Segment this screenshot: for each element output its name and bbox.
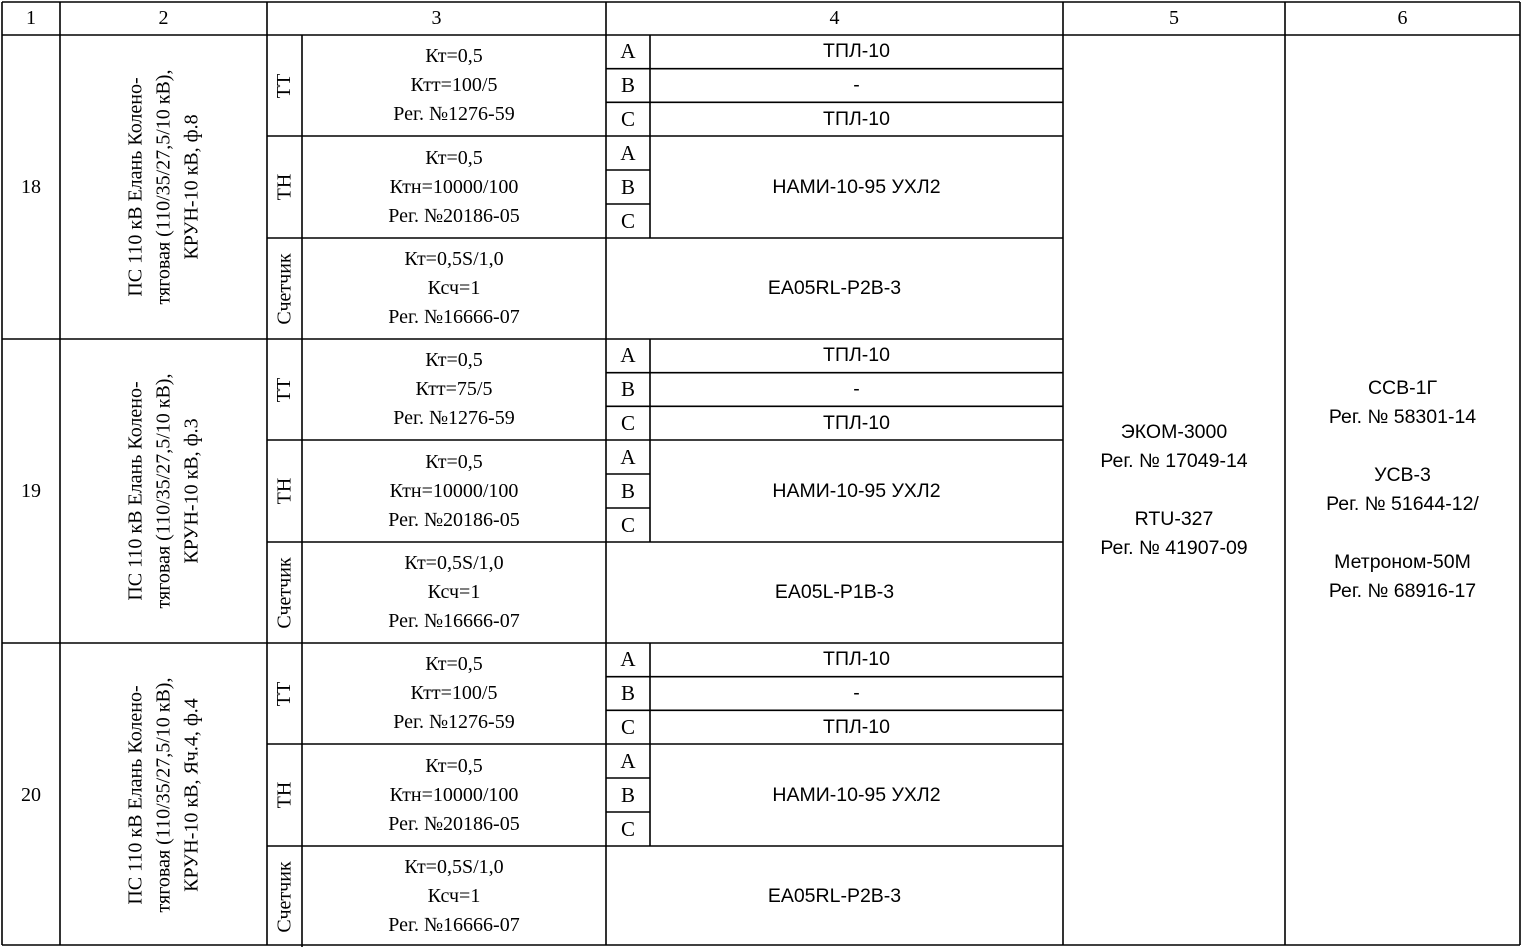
tn-phase-letter: А (620, 748, 636, 773)
tn-phase-letter: А (620, 444, 636, 469)
tt-phase-letter: А (620, 343, 636, 368)
tt-phase-letter: В (620, 72, 635, 97)
tn-phase-letter: А (620, 140, 636, 165)
tn-type-label-text: ТН (273, 477, 296, 505)
location-text-line: ПС 110 кВ Елань Колено- (124, 381, 147, 601)
tn-phase-letter: В (620, 782, 635, 807)
tt-phase-letter: С (620, 410, 635, 435)
tt-params-line: Ктт=75/5 (415, 378, 493, 400)
location-text-line: КРУН-10 кВ, Яч.4, ф.4 (180, 698, 203, 892)
meter-model: EA05L-P1B-3 (774, 581, 895, 603)
tt-type-label (267, 35, 302, 136)
tt-phase-letter: С (620, 106, 635, 131)
tt-model: ТПЛ-10 (823, 715, 890, 738)
tt-model: ТПЛ-10 (823, 648, 890, 671)
header-cell-1: 1 (26, 7, 36, 29)
tt-params-line: Рег. №1276-59 (393, 711, 515, 733)
tn-params-line: Ктн=10000/100 (389, 175, 519, 198)
tn-params-line: Рег. №20186-05 (388, 508, 520, 531)
tn-type-label (267, 440, 302, 542)
location-text (60, 643, 267, 947)
tn-params (302, 744, 606, 846)
header-cell-3: 3 (431, 7, 442, 29)
tt-type-label-text: ТТ (273, 681, 296, 706)
time-sync-list-line: Рег. № 51644-12/ (1326, 493, 1479, 515)
meter-type-label (267, 238, 302, 339)
header-cell-2: 2 (158, 7, 169, 29)
tt-params (302, 339, 606, 440)
tt-params-line: Ктт=100/5 (410, 74, 498, 96)
tn-params (302, 440, 606, 542)
meter-params-line: Рег. №16666-07 (388, 610, 520, 632)
tn-params-line: Кт=0,5 (425, 754, 483, 777)
controller-list-line: Рег. № 17049-14 (1100, 449, 1248, 472)
tn-phase-letter: С (620, 512, 635, 537)
tn-params-line: Кт=0,5 (425, 450, 483, 473)
meter-params-line: Рег. №16666-07 (388, 914, 520, 936)
controller-list-line: RTU-327 (1134, 507, 1214, 530)
row-number: 19 (21, 479, 41, 502)
meter-type-label-text: Счетчик (273, 860, 296, 933)
tt-phase-letter: А (620, 39, 636, 64)
location-text-text (122, 678, 206, 913)
meter-params-line: Рег. №16666-07 (388, 306, 520, 328)
tn-params-line: Рег. №20186-05 (388, 204, 520, 227)
tn-phase-letter: В (620, 478, 635, 503)
tt-params (302, 35, 606, 136)
tt-params-line: Рег. №1276-59 (393, 407, 515, 429)
tt-params-line: Ктт=100/5 (410, 682, 498, 704)
tn-model: НАМИ-10-95 УХЛ2 (772, 479, 941, 502)
location-text (60, 35, 267, 339)
tn-params-line: Ктн=10000/100 (389, 479, 519, 502)
tt-type-label (267, 643, 302, 744)
time-sync-list-line (1400, 519, 1405, 548)
tt-type-label-text: ТТ (273, 73, 296, 98)
location-text-line: ПС 110 кВ Елань Колено- (124, 77, 147, 297)
controller-list-line: Рег. № 41907-09 (1100, 536, 1248, 559)
tn-type-label-text: ТН (273, 781, 296, 809)
tn-phase-letter: В (620, 174, 635, 199)
tt-params-line: Рег. №1276-59 (393, 103, 515, 125)
tt-params (302, 643, 606, 744)
tn-params-line: Кт=0,5 (425, 146, 483, 169)
meter-params (302, 542, 606, 643)
tn-params (302, 136, 606, 238)
location-text-line: тяговая (110/35/27,5/10 кВ), (152, 677, 175, 913)
meter-params-line: Кт=0,5S/1,0 (404, 856, 504, 878)
time-sync-list-line: ССВ-1Г (1367, 377, 1438, 399)
tt-params-line: Кт=0,5 (425, 349, 483, 371)
time-sync-list-line: Рег. № 68916-17 (1328, 580, 1477, 602)
tt-params-line: Кт=0,5 (425, 45, 483, 67)
tt-phase-letter: А (620, 647, 636, 672)
tt-type-label (267, 339, 302, 440)
controller-list-line: ЭКОМ-3000 (1120, 420, 1228, 443)
tt-type-label-text: ТТ (273, 377, 296, 402)
meter-type-label-text: Счетчик (273, 556, 296, 629)
tn-params-line: Ктн=10000/100 (389, 783, 519, 806)
meter-type-label-text: Счетчик (273, 252, 296, 325)
tn-type-label-text: ТН (273, 173, 296, 201)
meter-model: EA05RL-P2B-3 (767, 277, 902, 299)
tn-phase-letter: С (620, 816, 635, 841)
meter-params (302, 238, 606, 339)
location-text-line: тяговая (110/35/27,5/10 кВ), (152, 373, 175, 609)
meter-model: EA05RL-P2B-3 (767, 885, 902, 907)
tt-model: - (853, 377, 860, 400)
location-text-line: КРУН-10 кВ, ф.8 (180, 114, 203, 260)
tn-type-label (267, 744, 302, 846)
tt-model: - (853, 681, 860, 704)
tt-params-line: Кт=0,5 (425, 653, 483, 675)
tt-phase-letter: С (620, 714, 635, 739)
controller-list (1063, 35, 1285, 945)
tt-model: ТПЛ-10 (823, 344, 890, 367)
location-text-line: ПС 110 кВ Елань Колено- (124, 685, 147, 905)
tn-params-line: Рег. №20186-05 (388, 812, 520, 835)
meter-params (302, 846, 606, 947)
location-text-text (122, 70, 206, 305)
tn-phase-letter: С (620, 208, 635, 233)
meter-params-line: Ксч=1 (427, 277, 481, 299)
row-number: 20 (21, 783, 41, 806)
meter-params-line: Кт=0,5S/1,0 (404, 552, 504, 574)
meter-params-line: Ксч=1 (427, 581, 481, 603)
time-sync-list-line (1400, 432, 1405, 461)
meter-params-line: Кт=0,5S/1,0 (404, 248, 504, 270)
tt-model: ТПЛ-10 (823, 40, 890, 63)
tt-phase-letter: В (620, 680, 635, 705)
tt-model: ТПЛ-10 (823, 411, 890, 434)
location-text-line: тяговая (110/35/27,5/10 кВ), (152, 69, 175, 305)
meter-type-label (267, 542, 302, 643)
tt-phase-letter: В (620, 376, 635, 401)
location-text-line: КРУН-10 кВ, ф.3 (180, 418, 203, 564)
tt-model: ТПЛ-10 (823, 107, 890, 130)
tt-model: - (853, 73, 860, 96)
tn-model: НАМИ-10-95 УХЛ2 (772, 783, 941, 806)
tn-model: НАМИ-10-95 УХЛ2 (772, 175, 941, 198)
header-cell-5: 5 (1169, 7, 1179, 29)
tn-type-label (267, 136, 302, 238)
header-cell-6: 6 (1397, 7, 1408, 29)
row-number: 18 (21, 175, 41, 198)
time-sync-list (1285, 35, 1520, 945)
meter-params-line: Ксч=1 (427, 885, 481, 907)
header-cell-4: 4 (829, 7, 840, 29)
time-sync-list-line: УСВ-3 (1374, 464, 1431, 486)
meter-type-label (267, 846, 302, 947)
time-sync-list-line: Метроном-50М (1334, 551, 1471, 573)
controller-list-line (1171, 476, 1176, 505)
time-sync-list-line: Рег. № 58301-14 (1328, 406, 1477, 428)
location-text (60, 339, 267, 643)
location-text-text (122, 374, 206, 609)
